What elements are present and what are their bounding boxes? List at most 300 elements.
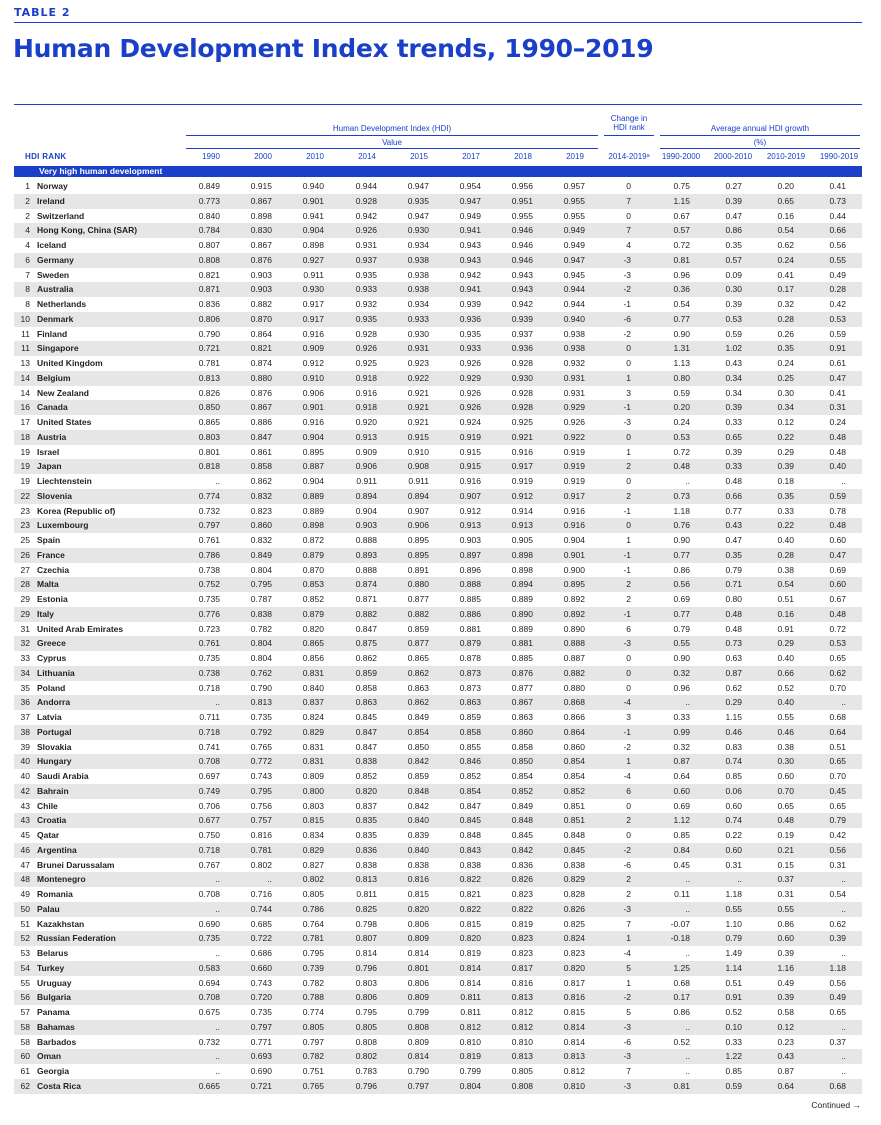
hdi-value: 0.830 [250, 225, 272, 236]
hdi-rank: 35 [20, 682, 30, 693]
rank-change: -3 [623, 417, 631, 427]
hdi-value: 0.826 [563, 903, 585, 914]
hdi-value: 0.919 [563, 476, 585, 486]
hdi-value: 0.808 [355, 1036, 377, 1047]
rank-change: -1 [623, 608, 631, 619]
country-name: Denmark [37, 313, 74, 324]
hdi-value: 0.942 [355, 210, 377, 221]
hdi-value: 0.918 [355, 372, 377, 383]
hdi-value: 0.743 [250, 977, 272, 988]
hdi-value: 0.889 [511, 623, 533, 634]
growth-value: 0.20 [777, 181, 794, 191]
hdi-value: 0.937 [511, 328, 533, 339]
hdi-value: 0.809 [407, 992, 429, 1003]
hdi-value: 0.949 [459, 210, 481, 221]
country-name: Lithuania [37, 667, 75, 678]
hdi-rank: 54 [20, 962, 30, 973]
hdi-value: 0.846 [459, 756, 481, 767]
hdi-value: 0.812 [511, 1007, 533, 1017]
table-row [14, 400, 862, 415]
hdi-value: 0.876 [250, 387, 272, 398]
hdi-value: 0.901 [302, 195, 324, 206]
country-name: Hong Kong, China (SAR) [37, 225, 138, 236]
country-name: Belarus [37, 948, 69, 958]
country-name: Kazakhstan [37, 918, 85, 929]
hdi-rank: 57 [20, 1007, 30, 1017]
hdi-value: 0.852 [563, 785, 585, 796]
hdi-value: 0.821 [250, 343, 272, 354]
hdi-value: 0.816 [511, 977, 533, 988]
growth-value: 0.85 [725, 1066, 742, 1076]
growth-value: 0.65 [829, 756, 846, 767]
hdi-value: 0.898 [250, 210, 272, 221]
hdi-value: 0.790 [198, 328, 220, 339]
hdi-value: 0.867 [511, 697, 533, 708]
table-row [14, 1064, 862, 1079]
country-name: Switzerland [37, 210, 85, 221]
hdi-value: 0.915 [250, 181, 272, 191]
table-row [14, 872, 862, 887]
country-name: Korea (Republic of) [37, 505, 116, 516]
hdi-value: 0.828 [563, 889, 585, 899]
hdi-rank: 19 [20, 476, 30, 486]
hdi-value: 0.898 [302, 240, 324, 250]
growth-value: 0.52 [777, 682, 794, 693]
growth-value: 0.68 [829, 712, 846, 722]
hdi-value: 0.816 [250, 830, 272, 840]
hdi-value: 0.764 [302, 918, 324, 929]
hdi-value: 0.871 [355, 594, 377, 604]
rank-change: 1 [626, 933, 631, 944]
growth-value: 0.35 [725, 240, 742, 250]
country-name: France [37, 549, 65, 560]
growth-value: 0.59 [829, 328, 846, 339]
hdi-value: 0.947 [407, 181, 429, 191]
rank-change: 4 [626, 240, 631, 250]
hdi-value: 0.888 [355, 564, 377, 575]
growth-value: 0.73 [829, 195, 846, 206]
growth-value: 1.18 [725, 889, 742, 899]
hdi-value: 0.838 [563, 859, 585, 870]
hdi-value: 0.804 [459, 1080, 481, 1091]
table-row [14, 518, 862, 533]
growth-value: 1.49 [725, 948, 742, 958]
growth-value: 0.77 [673, 549, 690, 560]
growth-value: 0.48 [673, 461, 690, 472]
header-top-rule [14, 104, 862, 105]
hdi-value: 0.913 [355, 431, 377, 442]
country-name: Panama [37, 1007, 70, 1017]
growth-value: 0.47 [725, 535, 742, 545]
hdi-value: 0.783 [355, 1066, 377, 1076]
hdi-rank: 4 [25, 240, 30, 250]
hdi-value: 0.832 [250, 490, 272, 501]
hdi-value: 0.898 [302, 520, 324, 531]
table-row [14, 548, 862, 563]
growth-value: 0.30 [725, 284, 742, 295]
hdi-rank: 62 [20, 1080, 30, 1091]
growth-value: 0.66 [725, 490, 742, 501]
growth-value: 0.40 [777, 653, 794, 663]
hdi-value: 0.912 [511, 490, 533, 501]
hdi-value: 0.806 [198, 313, 220, 324]
hdi-value: 0.949 [563, 225, 585, 236]
hdi-value: 0.809 [302, 771, 324, 781]
country-name: Slovenia [37, 490, 72, 501]
growth-value: .. [685, 1051, 690, 1062]
growth-value: 0.72 [673, 446, 690, 457]
hdi-value: 0.947 [407, 210, 429, 221]
hdi-value: 0.837 [302, 697, 324, 708]
hdi-value: 0.940 [563, 313, 585, 324]
table-row [14, 474, 862, 489]
country-name: Palau [37, 903, 60, 914]
growth-value: 0.80 [673, 372, 690, 383]
hdi-rank: 46 [20, 844, 30, 855]
hdi-value: 0.686 [250, 948, 272, 958]
rank-change: -2 [623, 284, 631, 295]
hdi-value: 0.938 [407, 284, 429, 295]
country-name: Russian Federation [37, 933, 116, 944]
rank-change: -3 [623, 1051, 631, 1062]
hdi-value: 0.805 [511, 1066, 533, 1076]
rank-change: 6 [626, 623, 631, 634]
hdi-value: 0.787 [250, 594, 272, 604]
growth-value: 0.90 [673, 535, 690, 545]
hdi-value: 0.939 [459, 299, 481, 309]
hdi-value: 0.808 [198, 254, 220, 265]
growth-value: 0.66 [777, 667, 794, 678]
growth-value: 0.42 [829, 830, 846, 840]
hdi-rank: 14 [20, 387, 30, 398]
hdi-table-body [14, 179, 862, 1094]
hdi-value: 0.735 [198, 594, 220, 604]
year-header: 2014 [358, 152, 376, 161]
country-name: Croatia [37, 815, 67, 826]
hdi-rank: 60 [20, 1051, 30, 1062]
hdi-value: 0.935 [355, 269, 377, 280]
rank-change: 2 [626, 461, 631, 472]
hdi-value: 0.781 [302, 933, 324, 944]
growth-value: 0.86 [777, 918, 794, 929]
table-row [14, 740, 862, 755]
hdi-value: 0.934 [407, 299, 429, 309]
hdi-value: 0.817 [563, 977, 585, 988]
hdi-value: 0.854 [459, 785, 481, 796]
hdi-value: 0.786 [198, 549, 220, 560]
table-row [14, 430, 862, 445]
hdi-value: 0.862 [250, 476, 272, 486]
hdi-value: 0.851 [563, 800, 585, 811]
hdi-rank: 23 [20, 520, 30, 531]
growth-value: 0.12 [777, 417, 794, 427]
hdi-value: 0.838 [407, 859, 429, 870]
rank-change: -1 [623, 402, 631, 413]
rank-change: 0 [626, 210, 631, 221]
hdi-rank: 40 [20, 756, 30, 767]
growth-value: 0.30 [777, 387, 794, 398]
growth-value: .. [841, 948, 846, 958]
hdi-value: 0.898 [511, 564, 533, 575]
rank-change: 0 [626, 653, 631, 663]
hdi-value: 0.815 [407, 889, 429, 899]
hdi-value: 0.735 [198, 653, 220, 663]
hdi-value: 0.889 [302, 505, 324, 516]
growth-value: 0.52 [673, 1036, 690, 1047]
growth-value: 0.69 [829, 564, 846, 575]
hdi-value: 0.915 [407, 431, 429, 442]
growth-value: .. [737, 874, 742, 885]
hdi-value: 0.809 [407, 1036, 429, 1047]
growth-value: 0.63 [725, 653, 742, 663]
country-name: Cyprus [37, 653, 67, 663]
growth-value: 0.69 [673, 594, 690, 604]
hdi-value: 0.889 [511, 594, 533, 604]
growth-value: 0.38 [777, 741, 794, 752]
hdi-value: 0.823 [250, 505, 272, 516]
country-name: Costa Rica [37, 1080, 81, 1091]
rank-change: 0 [626, 343, 631, 354]
group-label: Very high human development [39, 166, 163, 176]
hdi-value: 0.933 [355, 284, 377, 295]
rank-change: 7 [626, 918, 631, 929]
hdi-value: 0.943 [511, 284, 533, 295]
hdi-value: 0.886 [250, 417, 272, 427]
hdi-value: 0.922 [407, 372, 429, 383]
growth-value: 0.79 [673, 623, 690, 634]
hdi-value: 0.782 [302, 1051, 324, 1062]
hdi-value: 0.912 [302, 358, 324, 368]
hdi-value: 0.932 [563, 358, 585, 368]
hdi-value: 0.926 [459, 358, 481, 368]
hdi-value: 0.862 [407, 697, 429, 708]
hdi-value: 0.926 [355, 343, 377, 354]
growth-value: 0.45 [673, 859, 690, 870]
hdi-value: 0.798 [355, 918, 377, 929]
growth-value: 0.74 [725, 815, 742, 826]
growth-value: 0.26 [777, 328, 794, 339]
hdi-value: 0.823 [511, 933, 533, 944]
hdi-value: 0.949 [563, 240, 585, 250]
rank-change: 0 [626, 431, 631, 442]
change-rank-rule [604, 135, 654, 136]
growth-period-header: 1990-2019 [819, 152, 859, 161]
hdi-value: 0.916 [302, 417, 324, 427]
growth-value: 0.59 [673, 387, 690, 398]
growth-value: 0.39 [725, 195, 742, 206]
table-row [14, 946, 862, 961]
growth-value: 0.60 [725, 844, 742, 855]
growth-value: 0.91 [725, 992, 742, 1003]
hdi-value: 0.812 [511, 1021, 533, 1032]
hdi-value: 0.877 [407, 594, 429, 604]
hdi-value: 0.941 [302, 210, 324, 221]
hdi-value: 0.926 [355, 225, 377, 236]
hdi-value: 0.911 [408, 476, 429, 486]
hdi-value: 0.813 [563, 1051, 585, 1062]
hdi-value: 0.813 [198, 372, 220, 383]
hdi-value: 0.756 [250, 800, 272, 811]
growth-value: 0.62 [777, 240, 794, 250]
hdi-value: 0.806 [355, 992, 377, 1003]
hdi-value: 0.910 [302, 372, 324, 383]
hdi-rank: 11 [21, 328, 30, 339]
growth-value: 0.49 [829, 992, 846, 1003]
growth-value: 0.43 [725, 520, 742, 531]
hdi-value: 0.916 [563, 520, 585, 531]
hdi-value: 0.823 [511, 948, 533, 958]
hdi-rank: 22 [20, 490, 30, 501]
hdi-value: 0.890 [563, 623, 585, 634]
hdi-value: 0.919 [511, 476, 533, 486]
hdi-value: 0.677 [198, 815, 220, 826]
country-name: Argentina [37, 844, 77, 855]
hdi-value: 0.865 [302, 638, 324, 649]
hdi-value: 0.847 [355, 726, 377, 737]
hdi-value: 0.808 [511, 1080, 533, 1091]
hdi-value: 0.858 [459, 726, 481, 737]
hdi-value: 0.906 [302, 387, 324, 398]
hdi-value: 0.872 [302, 535, 324, 545]
hdi-value: 0.893 [355, 549, 377, 560]
hdi-value: 0.875 [355, 638, 377, 649]
table-row [14, 666, 862, 681]
hdi-value: 0.803 [302, 800, 324, 811]
rank-change: -1 [623, 726, 631, 737]
hdi-value: 0.845 [511, 830, 533, 840]
hdi-value: 0.823 [563, 948, 585, 958]
hdi-value: 0.765 [302, 1080, 324, 1091]
hdi-value: 0.887 [563, 653, 585, 663]
growth-value: 0.27 [725, 181, 742, 191]
table-row [14, 445, 862, 460]
hdi-value: 0.761 [198, 638, 220, 649]
hdi-value: 0.921 [407, 417, 429, 427]
hdi-value: 0.901 [563, 549, 585, 560]
hdi-rank: 42 [20, 785, 30, 796]
country-name: United States [37, 417, 92, 427]
hdi-value: 0.912 [459, 505, 481, 516]
country-name: Turkey [37, 962, 65, 973]
hdi-value: 0.930 [302, 284, 324, 295]
hdi-value: 0.847 [355, 741, 377, 752]
hdi-value: 0.831 [302, 756, 324, 767]
growth-value: 0.55 [673, 638, 690, 649]
growth-value: 0.48 [725, 608, 742, 619]
hdi-value: 0.820 [302, 623, 324, 634]
hdi-value: 0.802 [250, 859, 272, 870]
hdi-value: 0.810 [511, 1036, 533, 1047]
hdi-value: 0.845 [355, 712, 377, 722]
growth-value: 0.18 [777, 476, 794, 486]
growth-value: 0.24 [777, 358, 794, 368]
hdi-value: 0.807 [355, 933, 377, 944]
hdi-value: 0.751 [302, 1066, 324, 1076]
hdi-value: 0.944 [563, 299, 585, 309]
hdi-value: 0.897 [459, 549, 481, 560]
table-row [14, 371, 862, 386]
hdi-value: 0.722 [250, 933, 272, 944]
rank-change: -3 [623, 269, 631, 280]
hdi-value: 0.860 [563, 741, 585, 752]
hdi-value: 0.931 [407, 343, 429, 354]
growth-value: 0.30 [777, 756, 794, 767]
hdi-value: 0.894 [511, 579, 533, 590]
growth-value: 0.96 [673, 269, 690, 280]
hdi-value: 0.903 [459, 535, 481, 545]
hdi-value: 0.840 [407, 844, 429, 855]
hdi-value: 0.943 [459, 254, 481, 265]
hdi-value: 0.881 [511, 638, 533, 649]
hdi-value: 0.805 [302, 1021, 324, 1032]
table-row [14, 1049, 862, 1064]
hdi-value: 0.904 [302, 225, 324, 236]
growth-value: 1.15 [673, 195, 690, 206]
hdi-value: 0.921 [407, 402, 429, 413]
hdi-rank: 25 [20, 535, 30, 545]
hdi-value: 0.813 [511, 1051, 533, 1062]
hdi-value: 0.870 [250, 313, 272, 324]
growth-value: 0.55 [725, 903, 742, 914]
table-row [14, 931, 862, 946]
growth-value: 0.20 [673, 402, 690, 413]
hdi-value: 0.888 [459, 579, 481, 590]
hdi-value: 0.795 [355, 1007, 377, 1017]
hdi-value: 0.819 [511, 918, 533, 929]
hdi-value: 0.847 [250, 431, 272, 442]
rank-change: -3 [623, 903, 631, 914]
hdi-value: 0.929 [563, 402, 585, 413]
hdi-value: 0.930 [407, 225, 429, 236]
country-name: Saudi Arabia [37, 771, 89, 781]
hdi-value: 0.932 [355, 299, 377, 309]
growth-value: 0.36 [673, 284, 690, 295]
growth-value: 0.41 [829, 181, 846, 191]
hdi-value: 0.738 [198, 667, 220, 678]
rank-change: 0 [626, 667, 631, 678]
hdi-value: 0.882 [355, 608, 377, 619]
hdi-rank: 45 [20, 830, 30, 840]
hdi-value: 0.917 [563, 490, 585, 501]
hdi-value: 0.937 [355, 254, 377, 265]
growth-value: 0.52 [725, 1007, 742, 1017]
hdi-value: 0.822 [459, 903, 481, 914]
hdi-value: 0.852 [511, 785, 533, 796]
growth-value: 0.62 [725, 682, 742, 693]
country-name: Slovakia [37, 741, 72, 752]
hdi-value: 0.877 [407, 638, 429, 649]
table-row [14, 533, 862, 548]
hdi-value: 0.895 [407, 535, 429, 545]
hdi-value: 0.915 [459, 446, 481, 457]
table-row [14, 268, 862, 283]
hdi-value: 0.815 [459, 918, 481, 929]
table-row [14, 681, 862, 696]
hdi-rank: 47 [20, 859, 30, 870]
growth-value: 0.17 [673, 992, 690, 1003]
hdi-value: 0.819 [459, 948, 481, 958]
growth-value: 1.10 [725, 918, 742, 929]
hdi-value: 0.935 [407, 195, 429, 206]
country-name: Qatar [37, 830, 60, 840]
growth-value: 0.60 [777, 933, 794, 944]
hdi-value: 0.774 [302, 1007, 324, 1017]
hdi-rank: 2 [25, 195, 30, 206]
growth-value: 1.13 [673, 358, 690, 368]
hdi-value: 0.944 [563, 284, 585, 295]
hdi-value: 0.854 [407, 726, 429, 737]
growth-value: 0.85 [725, 771, 742, 781]
